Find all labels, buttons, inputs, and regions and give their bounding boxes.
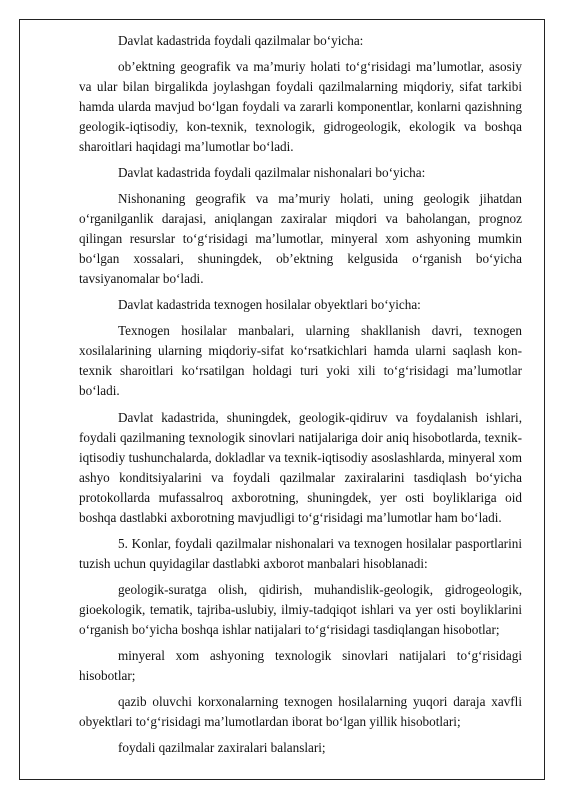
list-item-test-reports: minyeral xom ashyoning texnologik sinovlari natijalari to‘g‘risidagi hisobotlar; xyxy=(79,648,522,683)
document-body xyxy=(79,31,522,764)
list-item-geological-reports: geologik-suratga olish, qidirish, muhandislik-geologik, gidrogeologik, gioekologik, tematik, tajriba-uslubiy, ilmiy-tadqiqot ishlari va yer osti boyliklarini o‘rganish bo‘yicha boshqa ishlar natijalari to‘g‘risidagi tasdiqlangan hisobotlar; xyxy=(79,582,522,637)
paragraph-additional-info: Davlat kadastrida, shuningdek, geologik-qidiruv va foydalanish ishlari, foydali qazilmaning texnologik sinovlari natijalariga doir aniq hisobotlarda, texnik-iqtisodiy tushunchalarda, dokladlar va texnik-iqtisodiy asoslashlarda, minyeral xom ashyo konditsiyalarini va foydali qazilmalar zaxiralarini tasdiqlash bo‘yicha protokollarda mufassalroq axborotning, shuningdek, yer osti boyliklariga oid boshqa dastlabki axborotning mavjudligi to‘g‘risidagi ma’lumotlar ham bo‘ladi. xyxy=(79,410,522,525)
paragraph-technogenic-data: Texnogen hosilalar manbalari, ularning shakllanish davri, texnogen xosilalarining ularning miqdoriy-sifat ko‘rsatkichlari hamda ularni saqlash kon-texnik sharoitlari ko‘rsatilgan holdagi turi yoki xili to‘g‘risidagi ma’lumotlar bo‘ladi. xyxy=(79,323,522,398)
list-item-reserve-balances: foydali qazilmalar zaxiralari balanslari; xyxy=(118,740,326,755)
paragraph-cadastre-occurrences-heading: Davlat kadastrida foydali qazilmalar nishonalari bo‘yicha: xyxy=(118,165,426,180)
paragraph-cadastre-minerals-heading: Davlat kadastrida foydali qazilmalar bo‘yicha: xyxy=(118,33,364,48)
paragraph-occurrence-data: Nishonaning geografik va ma’muriy holati, uning geologik jihatdan o‘rganilganlik darajasi, aniqlangan zaxiralar miqdori va baholangan, prognoz qilingan resurslar to‘g‘risidagi ma’lumotlar, minyeral xom ashyoning mumkin bo‘lgan xossalari, shuningdek, ob’ektning kelgusida o‘rganish bo‘yicha tavsiyanomalar bo‘ladi. xyxy=(79,191,522,286)
paragraph-object-data: ob’ektning geografik va ma’muriy holati to‘g‘risidagi ma’lumotlar, asosiy va ular bilan birgalikda joylashgan foydali qazilmalarning miqdoriy, sifat tarkibi hamda ularda mavjud bo‘lgan foydali va zararli komponentlar, konlarni qazishning geologik-iqtisodiy, kon-texnik, texnologik, gidrogeologik, ekologik va boshqa sharoitlari haqidagi ma’lumotlar bo‘ladi. xyxy=(79,59,522,154)
list-item-annual-reports: qazib oluvchi korxonalarning texnogen hosilalarning yuqori daraja xavfli obyektlari to‘g‘risidagi ma’lumotlardan iborat bo‘lgan yillik hisobotlari; xyxy=(79,694,522,729)
paragraph-section-5: 5. Konlar, foydali qazilmalar nishonalari va texnogen hosilalar pasportlarini tuzish uchun quyidagilar dastlabki axborot manbalari hisoblanadi: xyxy=(79,536,522,571)
paragraph-cadastre-technogenic-heading: Davlat kadastrida texnogen hosilalar obyektlari bo‘yicha: xyxy=(118,297,421,312)
